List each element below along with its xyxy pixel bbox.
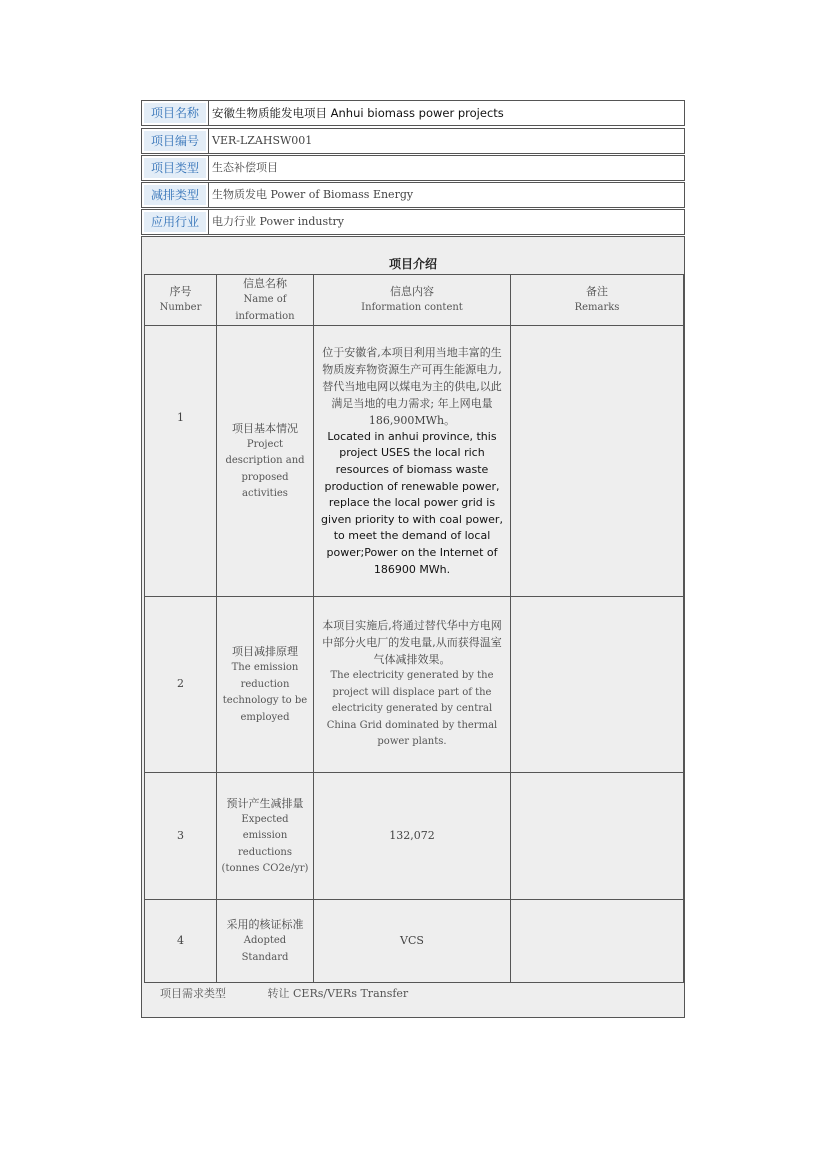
row-content xyxy=(314,597,511,773)
industry-value: 电力行业 Power industry xyxy=(212,215,345,228)
header-name-en: Name of information xyxy=(235,294,295,322)
divider xyxy=(208,101,209,125)
divider xyxy=(208,129,209,153)
row-name xyxy=(217,597,314,773)
project-type-value: 生态补偿项目 xyxy=(212,161,278,174)
header-remarks-zh: 备注 xyxy=(586,285,608,299)
header-content-zh: 信息内容 xyxy=(390,285,434,299)
row-name-en: Adopted Standard xyxy=(241,935,289,963)
row-remarks xyxy=(511,900,684,983)
table-row xyxy=(145,326,684,597)
reduction-type-label: 减排类型 xyxy=(144,185,206,205)
row-remarks xyxy=(511,326,684,597)
reduction-type-value: 生物质发电 Power of Biomass Energy xyxy=(212,188,414,201)
row-remarks xyxy=(511,773,684,900)
demand-type-label: 项目需求类型 xyxy=(160,987,226,1000)
divider xyxy=(208,156,209,180)
row-industry xyxy=(141,209,685,235)
row-content: VCS xyxy=(314,900,511,983)
row-remarks xyxy=(511,597,684,773)
industry-label: 应用行业 xyxy=(144,212,206,232)
project-type-label: 项目类型 xyxy=(144,158,206,178)
row-content-en: The electricity generated by the project will displace part of the electricity generated by central China Grid dominated by thermal power plants. xyxy=(326,670,498,747)
table-header-row xyxy=(145,275,684,326)
row-content xyxy=(314,326,511,597)
divider xyxy=(208,183,209,207)
row-number: 4 xyxy=(145,900,217,983)
row-content-zh: 本项目实施后,将通过替代华中方电网中部分火电厂的发电量,从而获得温室气体减排效果。 xyxy=(322,619,502,666)
row-project-type xyxy=(141,155,685,181)
project-name-value: 安徽生物质能发电项目 Anhui biomass power projects xyxy=(212,106,504,120)
row-content: 132,072 xyxy=(314,773,511,900)
row-content-en: Located in anhui province, this project USES the local rich resources of biomass waste production of renewable power, replace the local power grid is given priority to with coal power, to meet the demand of local power;Power on the Internet of 186900 MWh. xyxy=(321,429,503,576)
row-name-zh: 预计产生减排量 xyxy=(226,796,304,810)
row-name xyxy=(217,326,314,597)
row-reduction-type xyxy=(141,182,685,208)
header-content-en: Information content xyxy=(361,302,463,314)
row-name xyxy=(217,773,314,900)
header-remarks xyxy=(511,275,684,326)
row-name-zh: 项目基本情况 xyxy=(232,421,298,435)
header-number xyxy=(145,275,217,326)
row-project-id xyxy=(141,128,685,154)
header-name-zh: 信息名称 xyxy=(243,277,287,290)
project-intro-section xyxy=(141,236,685,1018)
row-number: 3 xyxy=(145,773,217,900)
table-row xyxy=(145,900,684,983)
row-number: 2 xyxy=(145,597,217,773)
row-project-name xyxy=(141,100,685,126)
header-content xyxy=(314,275,511,326)
header-name xyxy=(217,275,314,326)
table-row xyxy=(145,773,684,900)
demand-type-value: 转让 CERs/VERs Transfer xyxy=(267,987,409,1000)
row-content-zh: 位于安徽省,本项目利用当地丰富的生物质废弃物资源生产可再生能源电力,替代当地电网以煤电为主的供电,以此满足当地的电力需求; 年上网电量186,900MWh。 xyxy=(322,345,502,427)
row-number: 1 xyxy=(145,326,217,597)
row-name xyxy=(217,900,314,983)
header-number-zh: 序号 xyxy=(169,285,192,299)
project-name-label: 项目名称 xyxy=(144,103,206,123)
row-name-en: Project description and proposed activities xyxy=(225,438,305,499)
row-name-en: Expected emission reductions (tonnes CO2e/yr) xyxy=(221,813,309,874)
row-name-zh: 项目减排原理 xyxy=(232,645,298,658)
intro-table xyxy=(144,274,684,983)
table-row xyxy=(145,597,684,773)
project-id-label: 项目编号 xyxy=(144,131,206,151)
section-title: 项目介绍 xyxy=(388,257,437,271)
project-id-value: VER-LZAHSW001 xyxy=(212,134,313,147)
divider xyxy=(208,210,209,234)
header-remarks-en: Remarks xyxy=(574,302,620,314)
row-name-en: The emission reduction technology to be employed xyxy=(222,662,308,723)
header-number-en: Number xyxy=(159,302,202,314)
row-name-zh: 采用的核证标准 xyxy=(226,918,304,931)
demand-type xyxy=(160,985,408,1001)
